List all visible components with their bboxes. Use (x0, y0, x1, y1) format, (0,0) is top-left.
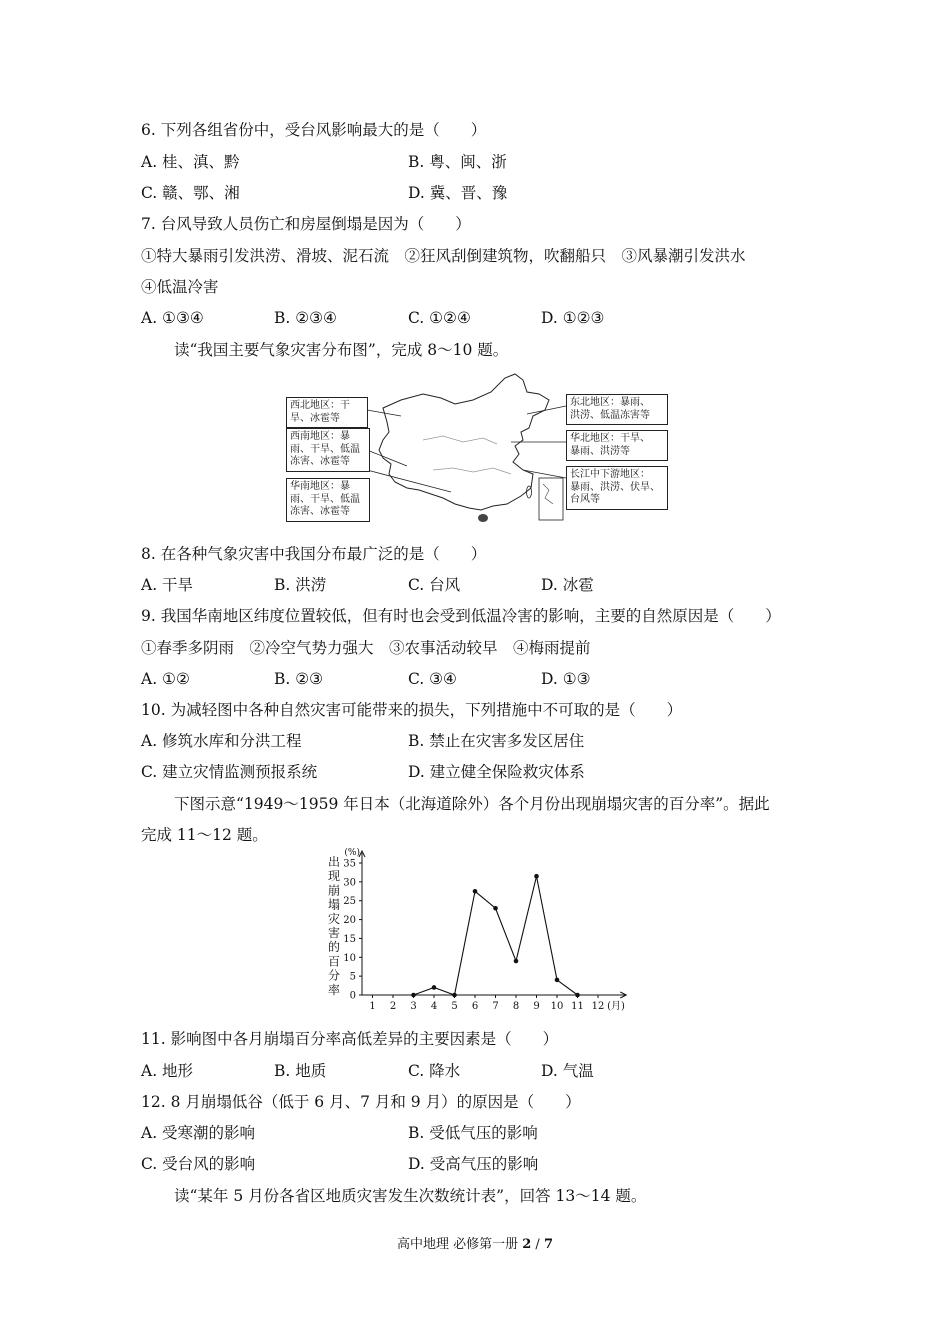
x-tick-label: 1 (369, 1001, 376, 1012)
q11-option-a: A. 地形 (141, 1062, 194, 1080)
q6-option-c: C. 赣、鄂、湘 (141, 184, 240, 202)
q7-stem: 7. 台风导致人员伤亡和房屋倒塌是因为（ ） (141, 215, 471, 233)
map-intro: 读“我国主要气象灾害分布图”，完成 8～10 题。 (174, 341, 509, 359)
q6-option-b: B. 粤、闽、浙 (408, 153, 507, 171)
series-line (414, 876, 578, 995)
x-tick-label: 4 (430, 1001, 438, 1012)
q12-option-d: D. 受高气压的影响 (408, 1155, 539, 1173)
y-axis-label-char: 现 (327, 869, 341, 884)
x-tick-label: 11 (571, 1001, 584, 1012)
chart-intro-line2: 完成 11～12 题。 (141, 826, 268, 844)
y-tick-label: 0 (349, 990, 356, 1002)
data-point (473, 889, 478, 894)
y-axis-label-char: 崩 (327, 883, 341, 898)
footer-book: 高中地理 必修第一册 (396, 1237, 523, 1252)
x-unit-label: (月) (607, 1001, 625, 1012)
q11-option-b: B. 地质 (274, 1062, 327, 1080)
q10-option-c: C. 建立灾情监测预报系统 (141, 763, 318, 781)
q10-stem: 10. 为减轻图中各种自然灾害可能带来的损失，下列措施中不可取的是（ ） (141, 701, 683, 719)
x-tick-label: 7 (492, 1001, 499, 1012)
landslide-chart (322, 848, 632, 1018)
q7-items-line1: ①特大暴雨引发洪涝、滑坡、泥石流 ②狂风刮倒建筑物，吹翻船只 ③风暴潮引发洪水 (141, 247, 746, 265)
q12-option-c: C. 受台风的影响 (141, 1155, 256, 1173)
data-point (514, 959, 519, 964)
footer-page: 2 (522, 1237, 532, 1252)
chart-svg (322, 848, 632, 1018)
q11-stem: 11. 影响图中各月崩塌百分率高低差异的主要因素是（ ） (141, 1030, 559, 1048)
label-yangtze: 长江中下游地区： 暴雨、洪涝、伏旱、 台风等 (566, 466, 668, 510)
x-tick-label: 9 (533, 1001, 540, 1012)
data-point (534, 874, 539, 879)
y-tick-label: 30 (343, 877, 356, 889)
y-tick-label: 5 (349, 971, 356, 983)
q7-option-c: C. ①②④ (408, 309, 471, 327)
table-intro: 读“某年 5 月份各省区地质灾害发生次数统计表”，回答 13～14 题。 (174, 1187, 647, 1205)
q6-stem: 6. 下列各组省份中，受台风影响最大的是（ ） (141, 121, 487, 139)
x-tick-label: 10 (550, 1001, 564, 1012)
y-axis-label-char: 分 (327, 968, 341, 983)
q10-option-b: B. 禁止在灾害多发区居住 (408, 732, 585, 750)
y-unit-label: (%) (344, 848, 360, 858)
label-northeast: 东北地区：暴雨、 洪涝、低温冻害等 (566, 394, 668, 425)
q6-option-d: D. 冀、晋、豫 (408, 184, 508, 202)
y-axis-label-char: 出 (327, 855, 341, 869)
q7-option-b: B. ②③④ (274, 309, 337, 327)
label-southwest: 西南地区：暴 雨、干旱、低温 冻害、冰雹等 (286, 428, 370, 472)
x-tick-label: 12 (591, 1001, 605, 1012)
y-axis-label-char: 率 (327, 982, 341, 997)
y-tick-label: 15 (343, 933, 356, 945)
q9-option-a: A. ①② (141, 670, 190, 688)
q10-option-d: D. 建立健全保险救灾体系 (408, 763, 585, 781)
q11-option-c: C. 降水 (408, 1062, 461, 1080)
q7-items-line2: ④低温冷害 (141, 278, 219, 296)
q12-option-b: B. 受低气压的影响 (408, 1124, 538, 1142)
q8-stem: 8. 在各种气象灾害中我国分布最广泛的是（ ） (141, 545, 487, 563)
chart-intro-line1: 下图示意“1949～1959 年日本（北海道除外）各个月份出现崩塌灾害的百分率”。据此 (174, 795, 770, 813)
q12-stem: 12. 8 月崩塌低谷（低于 6 月、7 月和 9 月）的原因是（ ） (141, 1093, 581, 1111)
q10-option-a: A. 修筑水库和分洪工程 (141, 732, 302, 750)
data-point (555, 978, 560, 983)
footer-sep: / (531, 1237, 544, 1252)
q9-stem: 9. 我国华南地区纬度位置较低，但有时也会受到低温冷害的影响，主要的自然原因是（ ） (141, 607, 781, 625)
x-tick-label: 5 (451, 1001, 458, 1012)
y-tick-label: 35 (343, 858, 356, 870)
q9-option-b: B. ②③ (274, 670, 324, 688)
x-tick-label: 6 (471, 1001, 479, 1012)
y-axis-label-char: 的 (327, 940, 341, 955)
q7-option-a: A. ①③④ (141, 309, 204, 327)
q8-option-b: B. 洪涝 (274, 576, 327, 594)
x-tick-label: 2 (389, 1001, 397, 1012)
y-tick-label: 10 (343, 952, 356, 964)
data-point (411, 993, 416, 998)
q7-option-d: D. ①②③ (541, 309, 605, 327)
q9-items: ①春季多阴雨 ②冷空气势力强大 ③农事活动较早 ④梅雨提前 (141, 639, 591, 657)
data-point (575, 993, 580, 998)
y-axis-label-char: 害 (327, 926, 341, 940)
q8-option-d: D. 冰雹 (541, 576, 594, 594)
label-south-china: 华南地区：暴 雨、干旱、低温 冻害、冰雹等 (286, 478, 370, 522)
q6-option-a: A. 桂、滇、黔 (141, 153, 240, 171)
q8-option-a: A. 干旱 (141, 576, 194, 594)
q9-option-d: D. ①③ (541, 670, 591, 688)
data-point (452, 993, 457, 998)
x-tick-label: 8 (512, 1001, 520, 1012)
q8-option-c: C. 台风 (408, 576, 461, 594)
footer-total: 7 (543, 1237, 553, 1252)
data-point (493, 906, 498, 911)
y-axis-label-char: 塌 (327, 897, 341, 912)
x-tick-label: 3 (410, 1001, 417, 1012)
data-point (432, 985, 437, 990)
y-tick-label: 20 (343, 915, 356, 927)
q11-option-d: D. 气温 (541, 1062, 594, 1080)
q12-option-a: A. 受寒潮的影响 (141, 1124, 256, 1142)
y-axis-label-char: 灾 (327, 911, 341, 926)
y-axis-label-char: 百 (327, 954, 341, 969)
china-disaster-map (283, 370, 668, 530)
page-footer (0, 1233, 950, 1252)
label-north-china: 华北地区：干旱、 暴雨、洪涝等 (566, 430, 668, 461)
label-northwest: 西北地区：干 旱、冰雹等 (286, 397, 368, 428)
y-tick-label: 25 (343, 896, 356, 908)
q9-option-c: C. ③④ (408, 670, 457, 688)
